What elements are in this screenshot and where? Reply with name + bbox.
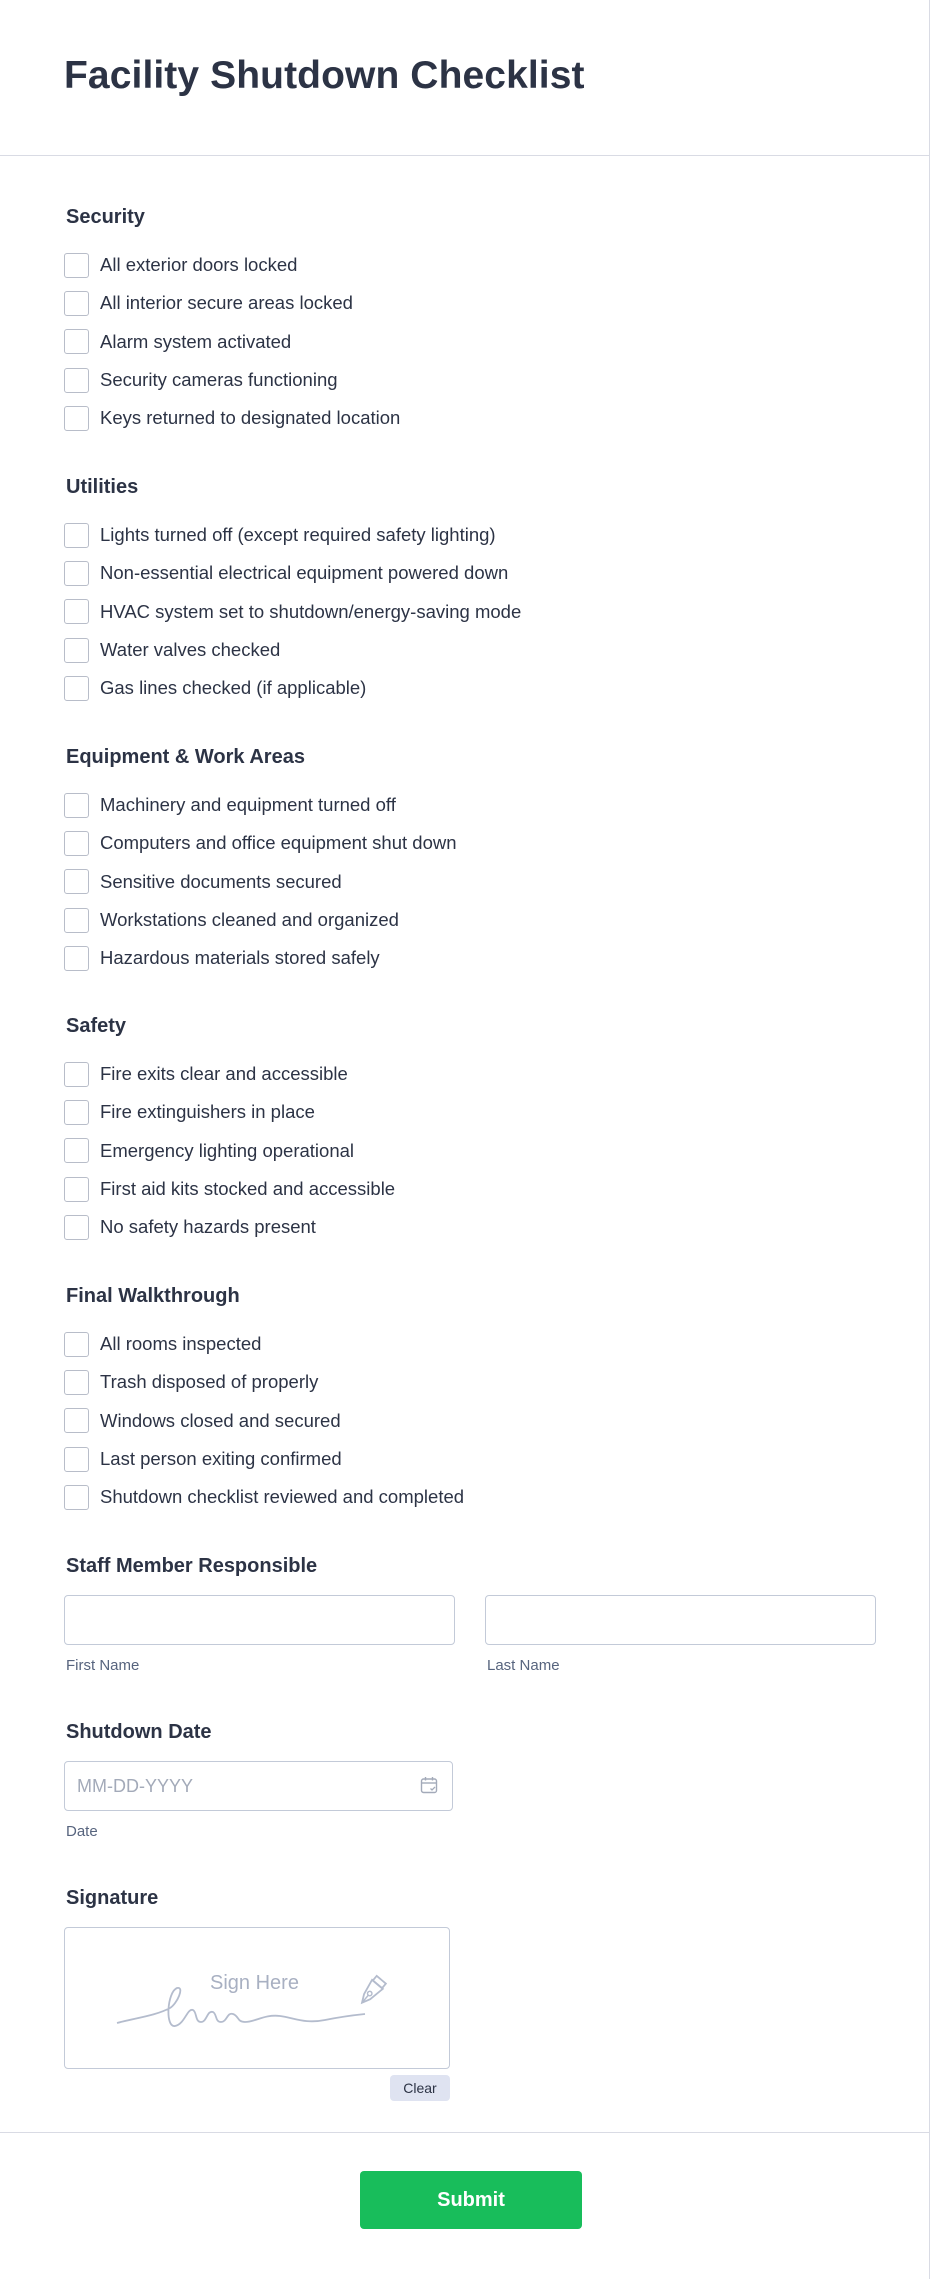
checkbox[interactable]: [64, 676, 89, 701]
section-title: Utilities: [66, 476, 139, 498]
field-title: Signature: [66, 1887, 159, 1909]
checkbox[interactable]: [64, 869, 89, 894]
checkbox-label[interactable]: Water valves checked: [100, 639, 281, 661]
checkbox[interactable]: [64, 946, 89, 971]
checkbox-label[interactable]: All exterior doors locked: [100, 254, 298, 276]
checkbox-group: [64, 516, 884, 707]
checkbox-option[interactable]: [64, 361, 884, 399]
checkbox-option[interactable]: [64, 284, 884, 322]
checkbox-label[interactable]: Emergency lighting operational: [100, 1139, 355, 1161]
checkbox[interactable]: [64, 831, 89, 856]
checkbox-option[interactable]: [64, 516, 884, 554]
checkbox[interactable]: [64, 908, 89, 933]
signature-field: [64, 1885, 464, 2105]
checkbox-option[interactable]: [64, 1093, 884, 1131]
checkbox[interactable]: [64, 1370, 89, 1395]
checkbox[interactable]: [64, 1138, 89, 1163]
checkbox-label[interactable]: Windows closed and secured: [100, 1409, 341, 1431]
first-name-label: First Name: [66, 1657, 140, 1674]
checkbox[interactable]: [64, 253, 89, 278]
checkbox-option[interactable]: [64, 824, 884, 862]
checkbox[interactable]: [64, 1100, 89, 1125]
checkbox-option[interactable]: [64, 323, 884, 361]
checkbox[interactable]: [64, 1062, 89, 1087]
checkbox[interactable]: [64, 329, 89, 354]
checkbox-label[interactable]: Machinery and equipment turned off: [100, 794, 396, 816]
checkbox[interactable]: [64, 1447, 89, 1472]
section-title: Safety: [66, 1015, 127, 1037]
form-footer: [0, 2132, 930, 2279]
checkbox-label[interactable]: Trash disposed of properly: [100, 1371, 319, 1393]
checkbox[interactable]: [64, 599, 89, 624]
checkbox-option[interactable]: [64, 669, 884, 707]
checkbox-label[interactable]: HVAC system set to shutdown/energy-saving mode: [100, 600, 522, 622]
checkbox-label[interactable]: Sensitive documents secured: [100, 870, 342, 892]
section-title: Security: [66, 206, 145, 228]
checkbox[interactable]: [64, 368, 89, 393]
checkbox[interactable]: [64, 523, 89, 548]
checkbox-group: [64, 1325, 884, 1516]
checkbox-label[interactable]: All interior secure areas locked: [100, 292, 353, 314]
checkbox-option[interactable]: [64, 246, 884, 284]
checkbox-option[interactable]: [64, 1208, 884, 1246]
checkbox-option[interactable]: [64, 1325, 884, 1363]
first-name-input[interactable]: [64, 1595, 455, 1645]
checkbox-option[interactable]: [64, 1055, 884, 1093]
checkbox-option[interactable]: [64, 1440, 884, 1478]
checkbox-option[interactable]: [64, 1402, 884, 1440]
checkbox-label[interactable]: Lights turned off (except required safety lighting): [100, 524, 496, 546]
form-header: [0, 0, 929, 156]
checkbox-option[interactable]: [64, 863, 884, 901]
section-final-walkthrough: [64, 1283, 884, 1516]
staff-member-field: [64, 1553, 884, 1683]
shutdown-date-field: [64, 1719, 464, 1849]
section-equipment: [64, 744, 884, 977]
calendar-icon[interactable]: [420, 1776, 438, 1799]
field-title: Shutdown Date: [66, 1721, 212, 1743]
section-title: Final Walkthrough: [66, 1285, 240, 1307]
checkbox-group: [64, 786, 884, 977]
checkbox-label[interactable]: Alarm system activated: [100, 330, 292, 352]
checkbox-option[interactable]: [64, 554, 884, 592]
checkbox-label[interactable]: Non-essential electrical equipment powered down: [100, 562, 509, 584]
date-sublabel: Date: [66, 1823, 98, 1840]
checkbox-group: [64, 1055, 884, 1246]
checkbox[interactable]: [64, 1215, 89, 1240]
checkbox-label[interactable]: Security cameras functioning: [100, 369, 338, 391]
section-utilities: [64, 474, 884, 707]
last-name-input[interactable]: [485, 1595, 876, 1645]
checkbox-option[interactable]: [64, 631, 884, 669]
checkbox-option[interactable]: [64, 1132, 884, 1170]
checkbox[interactable]: [64, 406, 89, 431]
field-title: Staff Member Responsible: [66, 1555, 318, 1577]
checkbox-label[interactable]: Computers and office equipment shut down: [100, 832, 457, 854]
checkbox-label[interactable]: Gas lines checked (if applicable): [100, 677, 367, 699]
checkbox-option[interactable]: [64, 1363, 884, 1401]
section-security: [64, 204, 884, 437]
checkbox-label[interactable]: Keys returned to designated location: [100, 407, 401, 429]
checkbox-label[interactable]: Fire extinguishers in place: [100, 1101, 315, 1123]
checkbox-label[interactable]: All rooms inspected: [100, 1333, 262, 1355]
checkbox[interactable]: [64, 291, 89, 316]
checkbox-option[interactable]: [64, 593, 884, 631]
clear-signature-button[interactable]: Clear: [390, 2075, 450, 2101]
checkbox[interactable]: [64, 638, 89, 663]
date-input[interactable]: [64, 1761, 453, 1811]
submit-button[interactable]: Submit: [360, 2171, 582, 2229]
checkbox-group: [64, 246, 884, 437]
signature-pad[interactable]: [64, 1927, 450, 2069]
checkbox-option[interactable]: [64, 399, 884, 437]
checkbox-label[interactable]: Shutdown checklist reviewed and completed: [100, 1486, 465, 1508]
checkbox-label[interactable]: First aid kits stocked and accessible: [100, 1178, 396, 1200]
checkbox-label[interactable]: Fire exits clear and accessible: [100, 1063, 348, 1085]
checkbox[interactable]: [64, 1177, 89, 1202]
checkbox[interactable]: [64, 793, 89, 818]
checkbox[interactable]: [64, 1408, 89, 1433]
checkbox[interactable]: [64, 561, 89, 586]
checkbox[interactable]: [64, 1485, 89, 1510]
section-safety: [64, 1013, 884, 1246]
checkbox-label[interactable]: Last person exiting confirmed: [100, 1448, 342, 1470]
checkbox-option[interactable]: [64, 901, 884, 939]
section-title: Equipment & Work Areas: [66, 746, 305, 768]
checkbox-label[interactable]: Hazardous materials stored safely: [100, 947, 380, 969]
page-title: Facility Shutdown Checklist: [64, 54, 585, 97]
checkbox-option[interactable]: [64, 939, 884, 977]
pen-nib-icon: [349, 1970, 393, 2019]
checkbox-option[interactable]: [64, 786, 884, 824]
sign-here-text: Sign Here: [210, 1972, 299, 1994]
checkbox-option[interactable]: [64, 1170, 884, 1208]
checkbox-label[interactable]: Workstations cleaned and organized: [100, 909, 399, 931]
checkbox-label[interactable]: No safety hazards present: [100, 1216, 316, 1238]
last-name-label: Last Name: [487, 1657, 560, 1674]
checkbox-option[interactable]: [64, 1478, 884, 1516]
checkbox[interactable]: [64, 1332, 89, 1357]
